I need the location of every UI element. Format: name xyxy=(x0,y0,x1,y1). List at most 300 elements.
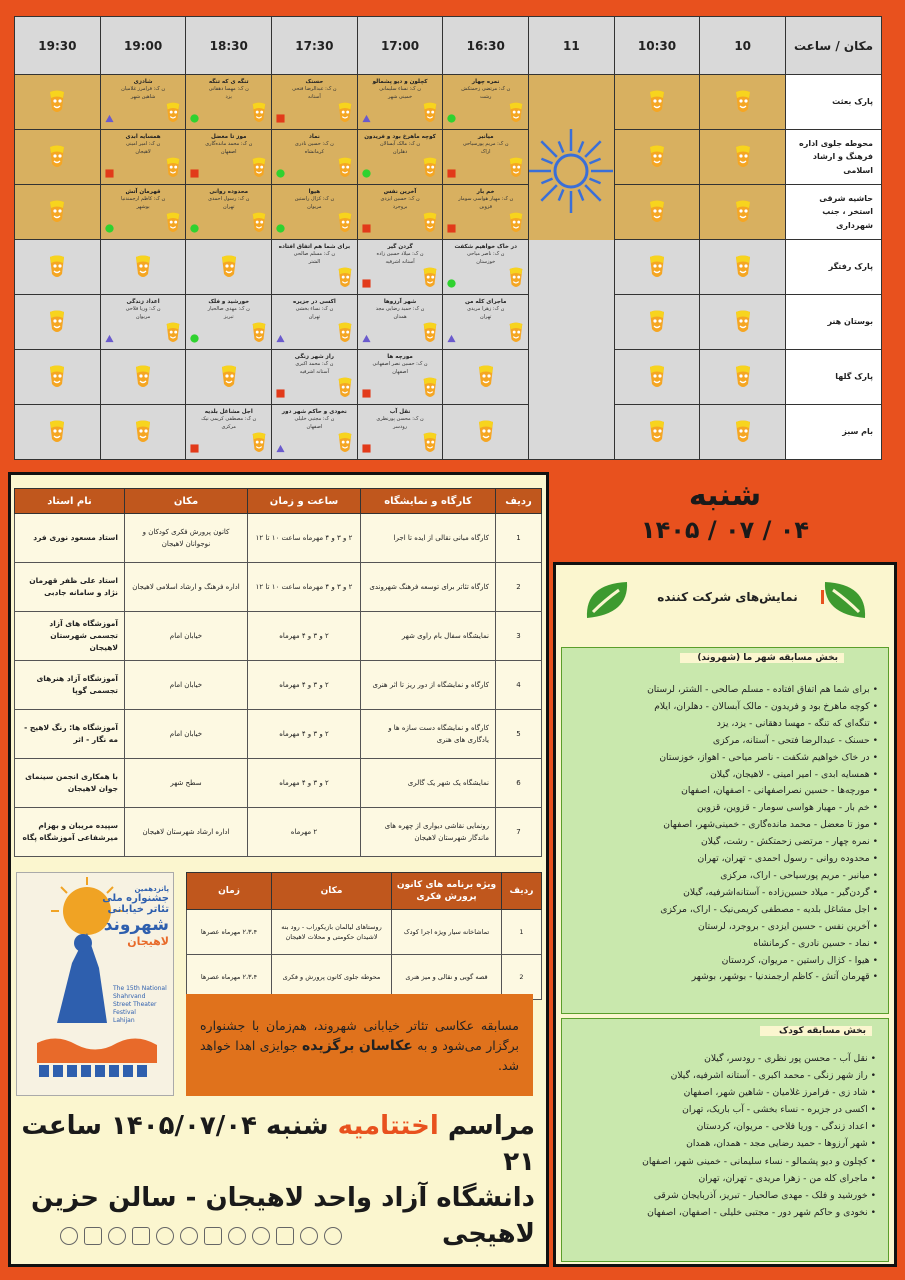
show-city: تهران xyxy=(222,204,235,210)
show-cell[interactable] xyxy=(186,130,272,185)
red-square-icon xyxy=(447,169,456,178)
theater-mask-icon xyxy=(164,211,182,235)
show-title: خورشید و فلک xyxy=(208,299,250,305)
show-title: شادزی xyxy=(133,79,153,85)
break-column xyxy=(529,75,615,460)
theater-mask-icon xyxy=(647,419,667,445)
list-item: • تنگه‌ای که تنگه - مهسا دهقانی - یزد، یزد xyxy=(562,716,878,733)
show-director: ن ک: حسین نصر اصفهانی xyxy=(372,361,428,367)
show-city: آستانه xyxy=(308,94,321,100)
workshop-place: خیابان امام xyxy=(125,661,248,710)
theater-mask-icon xyxy=(507,321,525,345)
red-square-icon xyxy=(362,224,371,233)
workshops-header: مکان xyxy=(125,489,248,514)
red-square-icon xyxy=(105,169,114,178)
special-header: ویژه برنامه های کانون پرورش فکری xyxy=(392,873,502,910)
show-city: مریوان xyxy=(135,314,151,320)
red-square-icon xyxy=(190,444,199,453)
show-cell[interactable] xyxy=(272,75,358,130)
workshop-time: ۲ مهرماه xyxy=(248,808,361,857)
show-cell[interactable] xyxy=(443,130,529,185)
show-cell[interactable] xyxy=(357,350,443,405)
workshop-time: ۲ و ۳ و ۴ مهرماه ساعت ۱۰ تا ۱۲ xyxy=(248,563,361,612)
green-circle-icon xyxy=(190,114,199,123)
schedule-cell-empty xyxy=(700,405,786,460)
show-director: ن ک: نساء سلیمانی xyxy=(379,86,421,92)
list-item: • مورچه‌ها - حسین نصراصفهانی - اصفهان، اصفهان xyxy=(562,783,878,800)
time-header: 18:30 xyxy=(186,17,272,75)
show-title: موز تا معضل xyxy=(211,134,247,140)
theater-mask-icon xyxy=(421,321,439,345)
show-title: نخودی و حاکم شهر دور xyxy=(281,409,347,415)
schedule-cell-empty xyxy=(15,130,101,185)
theater-mask-icon xyxy=(47,199,67,225)
schedule-cell-empty xyxy=(186,350,272,405)
time-header: 16:30 xyxy=(443,17,529,75)
time-header: 11 xyxy=(529,17,615,75)
schedule-row xyxy=(15,350,882,405)
workshop-title: کارگاه مبانی نقالی از ایده تا اجرا xyxy=(361,514,496,563)
show-city: دهلران xyxy=(392,149,408,155)
workshop-place: خیابان امام xyxy=(125,612,248,661)
show-cell[interactable] xyxy=(357,75,443,130)
list-item: • اعداد زندگی - وریا فلاحی - مریوان، کردستان xyxy=(562,1118,876,1135)
show-director: ن ک: محمد مانده‌گاری xyxy=(205,141,253,147)
show-cell[interactable] xyxy=(272,405,358,460)
show-director: ن ک: مسلم صالحی xyxy=(293,251,336,257)
purple-triangle-icon xyxy=(276,444,285,453)
sponsor-logo-icon xyxy=(132,1227,150,1245)
theater-mask-icon xyxy=(250,101,268,125)
time-header: 17:00 xyxy=(357,17,443,75)
workshops-header: ساعت و زمان xyxy=(248,489,361,514)
show-cell[interactable] xyxy=(272,130,358,185)
schedule-cell-empty xyxy=(700,130,786,185)
program-time: ۲،۳،۴ مهرماه عصرها xyxy=(187,955,272,1000)
workshop-teacher: آموزشگاه ها: رنگ لاهیج - مه نگار - اثر xyxy=(15,710,125,759)
festival-poster xyxy=(16,872,174,1096)
day-date: ۱۴۰۵ / ۰۷ / ۰۴ xyxy=(640,516,810,544)
list-item: • نقل آب - محسن پور نظری - رودسر، گیلان xyxy=(562,1050,876,1067)
schedule-cell-empty xyxy=(15,75,101,130)
list-item: • نخودی و حاکم شهر دور - مجتبی خلیلی - اصفهان، اصفهان xyxy=(562,1204,876,1221)
show-city: همدان xyxy=(393,314,407,320)
show-director: ن ک: کاظم ارجمندنیا xyxy=(121,196,166,202)
theater-mask-icon xyxy=(476,419,496,445)
sponsor-logos xyxy=(60,1224,530,1248)
green-circle-icon xyxy=(447,279,456,288)
theater-mask-icon xyxy=(733,364,753,390)
sponsor-logo-icon xyxy=(180,1227,198,1245)
table-row xyxy=(187,955,542,1000)
show-title: آخرین نفس xyxy=(383,189,417,195)
closing-pre: مراسم xyxy=(447,1111,535,1141)
schedule-cell-empty xyxy=(700,240,786,295)
show-cell[interactable] xyxy=(443,185,529,240)
theater-mask-icon xyxy=(164,156,182,180)
theater-mask-icon xyxy=(47,364,67,390)
green-circle-icon xyxy=(190,334,199,343)
workshop-title: کارگاه و نمایشگاه دست سازه ها و یادگاری های هنری xyxy=(361,710,496,759)
corner-header: مکان / ساعت xyxy=(786,17,882,75)
show-title: نمره چهار xyxy=(471,79,500,85)
city-section-title: بخش مسابقه شهر ما (شهروند) xyxy=(680,653,844,663)
show-cell[interactable] xyxy=(357,185,443,240)
schedule-cell-empty xyxy=(614,240,700,295)
program-title: قصه گویی و نقالی و میز هنری xyxy=(392,955,502,1000)
venue-label: بام سبز xyxy=(786,405,882,460)
red-square-icon xyxy=(447,224,456,233)
closing-venue: دانشگاه آزاد واحد لاهیجان - سالن حزین لاهیجی xyxy=(30,1183,535,1249)
venue-label: محوطه جلوی اداره فرهنگ و ارشاد اسلامی xyxy=(786,130,882,185)
theater-mask-icon xyxy=(733,419,753,445)
theater-mask-icon xyxy=(507,266,525,290)
red-square-icon xyxy=(362,279,371,288)
show-city: آستانه اشرفیه xyxy=(299,369,329,375)
show-director: ن ک: امیر امینی xyxy=(125,141,161,147)
theater-mask-icon xyxy=(733,144,753,170)
list-item: • همسایه ابدی - امیر امینی - لاهیجان، گیلان xyxy=(562,767,878,784)
red-square-icon xyxy=(276,114,285,123)
venue-label: حاشیه شرقی استخر ، جنب شهرداری xyxy=(786,185,882,240)
schedule-row xyxy=(15,185,882,240)
show-city: اراک xyxy=(480,149,491,155)
schedule-cell-empty xyxy=(700,350,786,405)
theater-mask-icon xyxy=(647,89,667,115)
theater-mask-icon xyxy=(336,266,354,290)
show-director: ن ک: حسین ایزدی xyxy=(380,196,420,202)
show-cell[interactable] xyxy=(186,295,272,350)
theater-mask-icon xyxy=(507,156,525,180)
schedule-row xyxy=(15,75,882,130)
show-title: نقل آب xyxy=(389,409,411,415)
special-header: زمان xyxy=(187,873,272,910)
kids-section-list xyxy=(562,1019,888,1221)
theater-mask-icon xyxy=(250,321,268,345)
sponsor-logo-icon xyxy=(252,1227,270,1245)
workshop-time: ۲ و ۳ و ۴ مهرماه xyxy=(248,759,361,808)
schedule-cell-empty xyxy=(15,240,101,295)
row-number: 4 xyxy=(496,661,542,710)
workshop-place: کانون پرورش فکری کودکان و نوجوانان لاهیجان xyxy=(125,514,248,563)
workshop-title: کارگاه و نمایشگاه از دور ریز تا اثر هنری xyxy=(361,661,496,710)
time-header: 10 xyxy=(700,17,786,75)
theater-mask-icon xyxy=(336,376,354,400)
list-item: • اجل مشاغل بلدیه - مصطفی کریمی‌نیک - اراک، مرکزی xyxy=(562,902,878,919)
green-circle-icon xyxy=(276,169,285,178)
show-city: لاهیجان xyxy=(135,149,151,155)
red-square-icon xyxy=(362,444,371,453)
show-title: تنگه ی که تنگه xyxy=(208,79,249,85)
show-cell[interactable] xyxy=(100,130,186,185)
sponsor-logo-icon xyxy=(108,1227,126,1245)
show-cell[interactable] xyxy=(272,240,358,295)
show-title: میانبر xyxy=(477,134,494,140)
theater-mask-icon xyxy=(733,309,753,335)
show-title: حسنک xyxy=(305,79,324,85)
theater-mask-icon xyxy=(421,156,439,180)
show-cell[interactable] xyxy=(272,350,358,405)
kids-section-box xyxy=(561,1018,889,1262)
table-row xyxy=(15,661,542,710)
theater-mask-icon xyxy=(733,199,753,225)
time-header: 19:30 xyxy=(15,17,101,75)
show-city: آستانه اشرفیه xyxy=(385,259,415,265)
schedule-cell-empty xyxy=(15,295,101,350)
table-row xyxy=(15,514,542,563)
time-header: 17:30 xyxy=(272,17,358,75)
show-city: اصفهان xyxy=(392,369,408,375)
theater-mask-icon xyxy=(47,254,67,280)
list-item: • حسنک - عبدالرضا فتحی - آستانه، مرکزی xyxy=(562,733,878,750)
list-item: • نمره چهار - مرتضی زحمتکش - رشت، گیلان xyxy=(562,834,878,851)
program-time: ۲،۳،۴ مهرماه عصرها xyxy=(187,910,272,955)
sponsor-logo-icon xyxy=(204,1227,222,1245)
row-number: 3 xyxy=(496,612,542,661)
city-section-box xyxy=(561,647,889,1014)
green-circle-icon xyxy=(105,224,114,233)
show-cell[interactable] xyxy=(100,75,186,130)
schedule-cell-empty xyxy=(614,75,700,130)
show-cell[interactable] xyxy=(357,295,443,350)
red-square-icon xyxy=(276,389,285,398)
schedule-table xyxy=(14,16,882,460)
show-title: راز شهر زنگی xyxy=(294,354,334,360)
show-director: ن ک: نساء بخشی xyxy=(295,306,334,312)
row-number: 6 xyxy=(496,759,542,808)
program-title: تماشاخانه سیار ویژه اجرا کودک xyxy=(392,910,502,955)
schedule-cell-empty xyxy=(100,350,186,405)
schedule-cell-empty xyxy=(614,350,700,405)
schedule-row xyxy=(15,130,882,185)
day-name: شنبه xyxy=(688,478,762,513)
theater-mask-icon xyxy=(647,254,667,280)
schedule-cell-empty xyxy=(443,405,529,460)
list-item: • اکسی در جزیره - نساء بخشی - آب باریک، تهران xyxy=(562,1101,876,1118)
red-square-icon xyxy=(190,169,199,178)
show-title: هیوا xyxy=(308,189,321,195)
schedule-cell-empty xyxy=(700,185,786,240)
workshop-time: ۲ و ۳ و ۴ مهرماه xyxy=(248,710,361,759)
show-city: مریوان xyxy=(307,204,322,210)
special-header: مکان xyxy=(272,873,392,910)
show-cell[interactable] xyxy=(357,240,443,295)
schedule-cell-empty xyxy=(15,405,101,460)
schedule-cell-empty xyxy=(614,185,700,240)
theater-mask-icon xyxy=(336,156,354,180)
show-director: ن ک: میلاد حسین زاده xyxy=(376,251,424,257)
purple-triangle-icon xyxy=(276,334,285,343)
workshop-title: کارگاه تئاتر برای توسعه فرهنگ شهروندی xyxy=(361,563,496,612)
show-director: ن ک: حسین نادری xyxy=(294,141,334,147)
theater-mask-icon xyxy=(219,254,239,280)
theater-mask-icon xyxy=(336,101,354,125)
participants-title: نمایش‌های شرکت کننده xyxy=(640,590,824,604)
purple-triangle-icon xyxy=(447,334,456,343)
workshop-place: سطح شهر xyxy=(125,759,248,808)
theater-mask-icon xyxy=(507,211,525,235)
workshop-time: ۲ و ۳ و ۴ مهرماه xyxy=(248,661,361,710)
workshops-table xyxy=(14,488,542,857)
workshops-header: کارگاه و نمایشگاه xyxy=(361,489,496,514)
red-square-icon xyxy=(362,389,371,398)
poster-english: The 15th National Shahrvand Street Theater Festival Lahijan xyxy=(113,985,167,1024)
show-director: ن ک: مجتبی خلیلی xyxy=(294,416,335,422)
schedule-row xyxy=(15,295,882,350)
show-cell[interactable] xyxy=(443,240,529,295)
show-director: ن ک: ناصر میاحی xyxy=(466,251,505,257)
list-item: • گردن‌گیر - میلاد حسین‌زاده - آستانه‌اشرفیه، گیلان xyxy=(562,885,878,902)
show-director: ن ک: وریا فلاحی xyxy=(125,306,161,312)
sponsor-logo-icon xyxy=(84,1227,102,1245)
purple-triangle-icon xyxy=(105,334,114,343)
green-circle-icon xyxy=(190,224,199,233)
poster-title: پانزدهمین جشنواره ملی تئاتر خیابانی شهروند لاهیجان xyxy=(102,885,169,948)
show-city: بروجرد xyxy=(392,204,408,210)
schedule-cell-empty xyxy=(100,405,186,460)
purple-triangle-icon xyxy=(362,114,371,123)
workshop-teacher: استاد علی ظفر قهرمان نژاد و سامانه جادبی xyxy=(15,563,125,612)
schedule-row xyxy=(15,405,882,460)
schedule-cell-empty xyxy=(100,240,186,295)
show-city: تهران xyxy=(308,314,321,320)
show-city: یزد xyxy=(225,94,232,100)
list-item: • شاد زی - فرامرز غلامیان - شاهین شهر، اصفهان xyxy=(562,1084,876,1101)
closing-date: شنبه ۱۴۰۵/۰۷/۰۴ ساعت ۲۱ xyxy=(21,1111,535,1177)
show-cell[interactable] xyxy=(272,295,358,350)
show-city: مرکزی xyxy=(221,424,236,430)
workshop-time: ۲ و ۳ و ۴ مهرماه ساعت ۱۰ تا ۱۲ xyxy=(248,514,361,563)
show-cell[interactable] xyxy=(100,185,186,240)
theater-mask-icon xyxy=(733,254,753,280)
workshop-teacher: سپیده مریبان و بهزام میرشفاعی آموزشگاه پگاه xyxy=(15,808,125,857)
show-cell[interactable] xyxy=(357,405,443,460)
show-cell[interactable] xyxy=(443,75,529,130)
photo-contest-box xyxy=(186,994,533,1096)
show-director: ن ک: عبدالرضا فتحی xyxy=(292,86,337,92)
show-director: ن ک: حمید رضایی مجد xyxy=(375,306,425,312)
show-title: مورچه ها xyxy=(387,354,413,360)
schedule-row xyxy=(15,240,882,295)
show-title: محدوده روانی xyxy=(209,189,249,195)
venue-label: پارک بعثت xyxy=(786,75,882,130)
sponsor-logo-icon xyxy=(324,1227,342,1245)
date-box xyxy=(553,472,897,562)
sponsor-logo-icon xyxy=(228,1227,246,1245)
schedule-cell-empty xyxy=(186,240,272,295)
list-item: • نماد - حسین نادری - کرمانشاه xyxy=(562,936,878,953)
sponsor-logo-icon xyxy=(156,1227,174,1245)
theater-mask-icon xyxy=(47,419,67,445)
workshops-header: نام استاد xyxy=(15,489,125,514)
schedule-cell-empty xyxy=(443,350,529,405)
photo-contest-text: مسابقه عکاسی تئاتر خیابانی شهروند، هم‌زمان با جشنواره برگزار می‌شود و به عکاسان برگزیده جوایزی اهدا خواهد شد. xyxy=(200,1018,519,1073)
table-row xyxy=(15,808,542,857)
table-row xyxy=(15,612,542,661)
show-cell[interactable] xyxy=(186,75,272,130)
show-director: ن ک: محسن پورنظری xyxy=(376,416,424,422)
show-director: ن ک: مهدی صالحیار xyxy=(207,306,250,312)
special-header: ردیف xyxy=(502,873,542,910)
theater-mask-icon xyxy=(164,101,182,125)
theater-mask-icon xyxy=(164,321,182,345)
show-director: ن ک: مالک آبسالان xyxy=(380,141,421,147)
theater-mask-icon xyxy=(647,144,667,170)
show-cell[interactable] xyxy=(186,405,272,460)
show-director: ن ک: مصطفی کریمی نیک xyxy=(201,416,257,422)
time-header: 10:30 xyxy=(614,17,700,75)
schedule-cell-empty xyxy=(15,350,101,405)
show-cell[interactable] xyxy=(186,185,272,240)
theater-mask-icon xyxy=(250,211,268,235)
show-director: ن ک: مرتضی زحمتکش xyxy=(461,86,511,92)
show-cell[interactable] xyxy=(357,130,443,185)
schedule-cell-empty xyxy=(614,405,700,460)
show-city: اصفهان xyxy=(220,149,237,155)
list-item: • قهرمان آتش - کاظم ارجمندنیا - بوشهر، بوشهر xyxy=(562,969,878,986)
show-city: الشتر xyxy=(308,259,321,265)
theater-mask-icon xyxy=(47,89,67,115)
theater-mask-icon xyxy=(421,266,439,290)
workshops-header: ردیف xyxy=(496,489,542,514)
purple-triangle-icon xyxy=(105,114,114,123)
city-section-list xyxy=(562,648,888,986)
show-city: تهران xyxy=(479,314,492,320)
workshop-teacher: آموزشگاه آزاد هنرهای تجسمی گوپا xyxy=(15,661,125,710)
workshop-time: ۲ و ۳ و ۴ مهرماه xyxy=(248,612,361,661)
show-director: ن ک: مهسا دهقانی xyxy=(208,86,249,92)
show-cell[interactable] xyxy=(443,295,529,350)
show-title: همسایه ابدی xyxy=(125,134,161,140)
theater-mask-icon xyxy=(250,156,268,180)
theater-mask-icon xyxy=(421,376,439,400)
sponsor-logo-icon xyxy=(300,1227,318,1245)
show-city: بوشهر xyxy=(136,204,150,210)
show-cell[interactable] xyxy=(272,185,358,240)
table-row xyxy=(187,910,542,955)
show-title: اعداد زندگی xyxy=(126,299,160,305)
table-row xyxy=(15,759,542,808)
list-item: • محدوده روانی - رسول احمدی - تهران، تهران xyxy=(562,851,878,868)
leaf-left-icon xyxy=(583,578,631,622)
green-circle-icon xyxy=(276,224,285,233)
list-item: • موز تا معضل - محمد مانده‌گاری - خمینی‌شهر، اصفهان xyxy=(562,817,878,834)
show-city: خوزستان xyxy=(476,259,496,265)
show-city: اصفهان xyxy=(306,424,323,430)
show-city: کرمانشاه xyxy=(304,149,325,155)
show-cell[interactable] xyxy=(100,295,186,350)
row-number: 7 xyxy=(496,808,542,857)
theater-mask-icon xyxy=(47,309,67,335)
schedule-cell-empty xyxy=(15,185,101,240)
theater-mask-icon xyxy=(133,419,153,445)
show-title: نماد xyxy=(308,134,320,140)
theater-mask-icon xyxy=(421,211,439,235)
theater-mask-icon xyxy=(250,431,268,455)
venue-label: بوستان هنر xyxy=(786,295,882,350)
workshop-title: نمایشگاه یک شهر یک گالری xyxy=(361,759,496,808)
schedule-cell-empty xyxy=(614,295,700,350)
show-title: گردن گیر xyxy=(387,244,413,250)
list-item: • آخرین نفس - حسین ایزدی - بروجرد، لرستان xyxy=(562,919,878,936)
theater-mask-icon xyxy=(47,144,67,170)
theater-mask-icon xyxy=(647,309,667,335)
workshop-teacher: استاد مسعود نوری فرد xyxy=(15,514,125,563)
show-title: خم بار xyxy=(476,189,495,195)
show-title: اجل مشاغل بلدیه xyxy=(204,409,253,415)
theater-mask-icon xyxy=(733,89,753,115)
venue-label: پارک گلها xyxy=(786,350,882,405)
